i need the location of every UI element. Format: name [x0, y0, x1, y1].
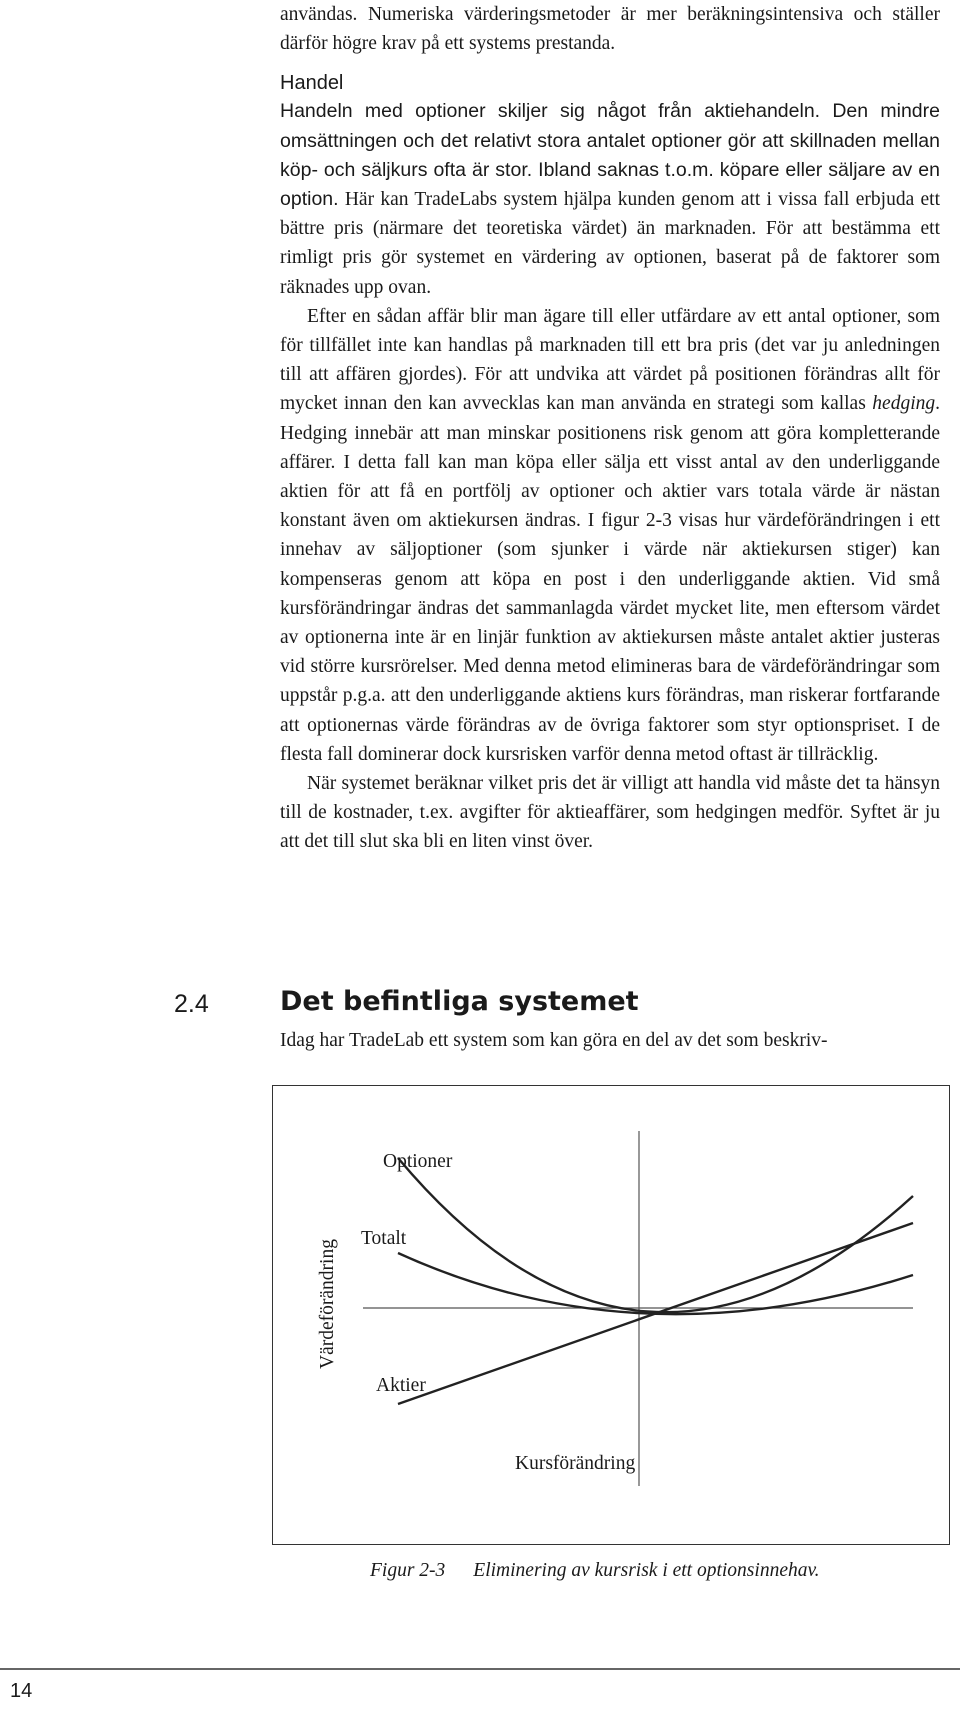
caption-number: Figur 2-3 [370, 1560, 446, 1581]
hedging-diagram [273, 1086, 948, 1543]
figure-caption [370, 1557, 820, 1585]
paragraph-handel [280, 97, 940, 301]
section-number: 2.4 [174, 990, 209, 1018]
section-title: Det befintliga systemet [280, 986, 639, 1017]
paragraph-intro: användas. Numeriska värderingsmetoder är mer beräkningsintensiva och ställer därför högre krav på ett systems prestanda. [280, 4, 940, 55]
paragraph-hedging [280, 302, 940, 769]
optioner-curve [398, 1158, 913, 1312]
x-axis-label: Kursförändring [515, 1453, 636, 1474]
footer-rule [0, 1668, 960, 1670]
page-number: 14 [10, 1680, 33, 1702]
y-axis-label: Värdeförändring [317, 1239, 338, 1369]
caption-text: Eliminering av kursrisk i ett optionsinnehav. [473, 1560, 820, 1581]
totalt-curve [398, 1253, 913, 1314]
label-optioner: Optioner [383, 1151, 453, 1172]
paragraph-handel-serif: Här kan TradeLabs system hjälpa kunden genom att i vissa fall erbjuda ett bättre pris (närmare det teoretiska värdet) än marknaden. För att bestämma ett rimligt pris gör systemet en värdering av optionen, baserat på de faktorer som räknades upp ovan. [280, 189, 940, 298]
figure-frame [272, 1085, 950, 1545]
paragraph-hedging-part2: . Hedging innebär att man minskar positionens risk genom att göra kompletterande affärer. I detta fall kan man köpa eller sälja ett visst antal av den underliggande aktien för att få en portfölj av optioner och aktier vars totala värde är nästan konstant även om aktiekursen ändras. I figur 2-3 visas hur värdeförändringen i ett innehav av säljoptioner (som sjunker i värde när aktiekursen stiger) kan kompenseras genom att köpa en post i den underliggande aktien. Vid små kursförändringar ändras det sammanlagda värdet mycket lite, men eftersom värdet av optionerna inte är en linjär funktion av aktiekursen måste antalet aktier justeras vid större kursrörelser. Med denna metod elimineras bara de värdeförändringar som uppstår p.g.a. att den underliggande aktiens kurs förändras, man riskerar fortfarande att optionernas värde förändras av de övriga faktorer som styr optionspriset. I de flesta fall dominerar dock kursrisken varför denna metod oftast är tillräcklig. [280, 393, 940, 765]
label-aktier: Aktier [376, 1375, 426, 1396]
paragraph-handel-sans: Handeln med optioner skiljer sig något från aktiehandeln. Den mindre omsättningen och det relativt stora antalet optioner gör att skillnaden mellan köp- och säljkurs ofta är stor. Ibland saknas t.o.m. köpare eller säljare av en option. [280, 100, 940, 211]
label-totalt: Totalt [361, 1228, 407, 1249]
paragraph-hedging-part1: Efter en sådan affär blir man ägare till eller utfärdare av ett antal optioner, som för tillfället inte kan handlas på marknaden till ett bra pris (det var ju anledningen till att affären gjordes). För att undvika att värdet på positionen förändras allt för mycket innan den kan avvecklas kan man använda en strategi som kallas [280, 305, 940, 415]
body-text [280, 0, 940, 857]
hedging-term: hedging [872, 393, 936, 415]
section-lead-wrap [280, 1026, 940, 1055]
subheading-handel: Handel [280, 72, 344, 95]
section-lead: Idag har TradeLab ett system som kan göra en del av det som beskriv- [280, 1030, 828, 1051]
aktier-line [398, 1223, 913, 1404]
paragraph-pricing: När systemet beräknar vilket pris det är villigt att handla vid måste det ta hänsyn till de kostnader, t.ex. avgifter för aktieaffärer, som hedgingen medför. Syftet är ju att det till slut ska bli en liten vinst över. [280, 773, 940, 853]
